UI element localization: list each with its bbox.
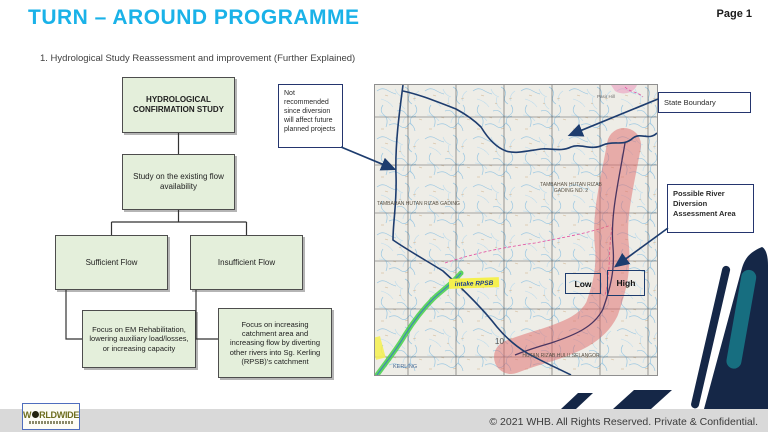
flowchart-node-study-existing-flow: Study on the existing flow availability xyxy=(122,154,235,210)
intake-label-text: intake RPSB xyxy=(454,279,494,289)
map-label-reserve2: TAMBAHAN HUTAN RIZAB GADING xyxy=(377,201,460,207)
flowchart-node-focus-increase-catchment: Focus on increasing catchment area and increasing flow by diverting other rivers into Sg. Kerling (RPSB)'s catchment xyxy=(218,308,332,378)
flowchart-node-sufficient-flow: Sufficient Flow xyxy=(55,235,168,290)
deco-slash-large xyxy=(613,390,672,409)
company-logo xyxy=(22,403,80,430)
map-label-town: KERLING xyxy=(393,364,418,370)
page-title: TURN – AROUND PROGRAMME xyxy=(28,6,360,29)
intake-label xyxy=(449,277,499,289)
logo-tagline-strip xyxy=(29,421,73,424)
flowchart-node-insufficient-flow: Insufficient Flow xyxy=(190,235,303,290)
low-range-box: Low xyxy=(565,273,601,294)
globe-icon xyxy=(32,411,39,418)
flowchart-node-hydrological-confirmation-study: HYDROLOGICAL CONFIRMATION STUDY xyxy=(122,77,235,133)
page-number: Page 1 xyxy=(716,8,752,20)
logo-text-left: W xyxy=(22,409,32,420)
footer-copyright: © 2021 WHB. All Rights Reserved. Private & Confidential. xyxy=(489,416,758,428)
callout-not-recommended: Not recommended since diversion will affect future planned projects xyxy=(278,84,343,148)
map-label-reserve1-line2: GADING NO. 2 xyxy=(553,188,589,194)
map-label-reserve1-line1: TAMBAHAN HUTAN RIZAB xyxy=(540,182,602,188)
callout-state-boundary: State Boundary xyxy=(658,92,751,113)
map-grid-number: 10 xyxy=(495,337,504,346)
deco-navy-blade xyxy=(704,247,768,409)
map-image xyxy=(375,85,657,375)
slide-subtitle: 1. Hydrological Study Reassessment and improvement (Further Explained) xyxy=(40,53,356,64)
flowchart-node-focus-em-rehabilitation: Focus on EM Rehabilitation, lowering auxiliary load/losses, or increasing capacity xyxy=(82,310,196,368)
topographic-map xyxy=(374,84,658,376)
deco-navy-stripe xyxy=(690,265,731,409)
callout-possible-river-diversion: Possible River Diversion Assessment Area xyxy=(667,184,754,233)
high-range-box: High xyxy=(607,270,645,296)
deco-teal-blade xyxy=(725,269,757,370)
deco-slash-small xyxy=(561,393,593,409)
company-logo-wordmark xyxy=(23,410,79,420)
logo-text-right: RLDWIDE xyxy=(39,409,80,420)
map-label-reserve3: HUTAN RIZAB HULU SELANGOR xyxy=(522,353,600,359)
map-label-hill: Pasir Hill xyxy=(597,94,615,99)
